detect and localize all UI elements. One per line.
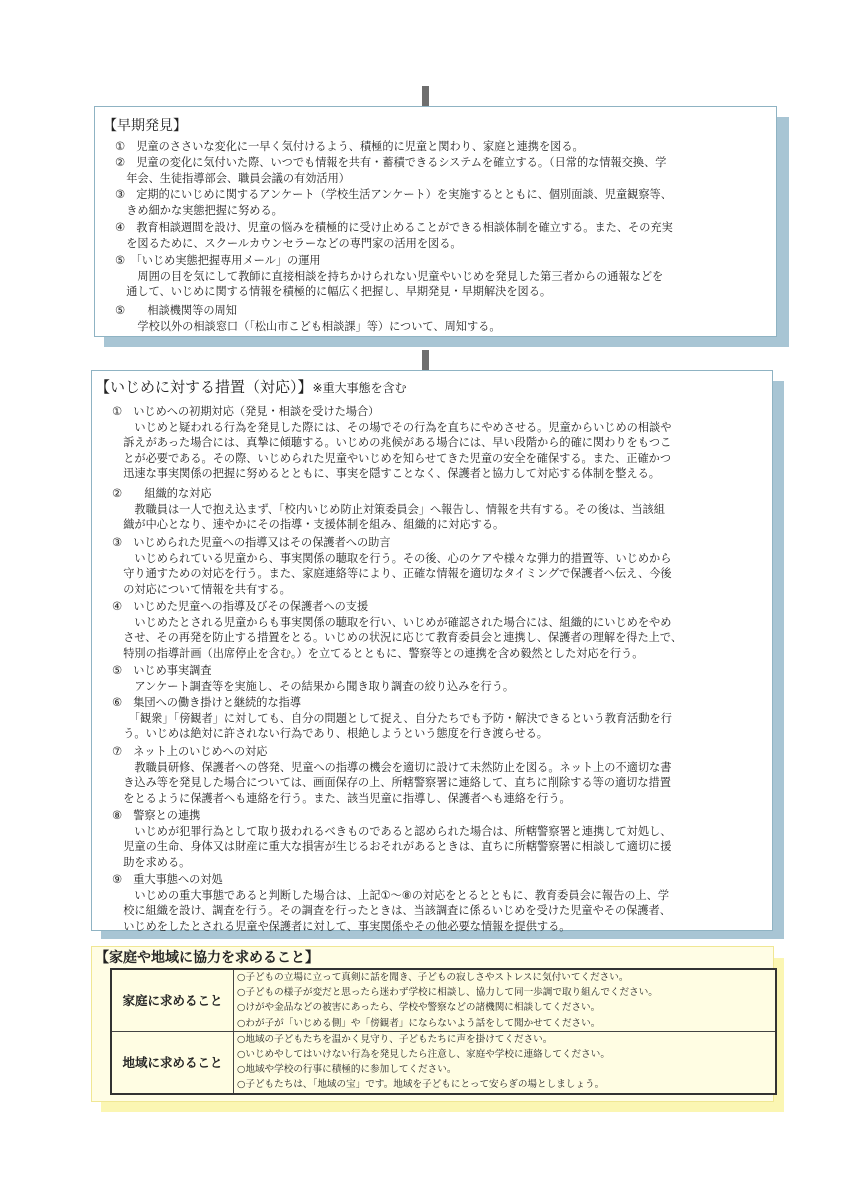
middle-connector bbox=[422, 350, 429, 370]
cooperation-title: 【家庭や地域に協力を求めること】 bbox=[95, 950, 319, 966]
response-item-2: ② 組織的な対応 教職員は一人で抱え込まず、「校内いじめ防止対策委員会」へ報告し、情報を共有する。その後は、当該組 織が中心となり、速やかにその指導・支援体制を組み、組織的に対応する。 bbox=[112, 487, 665, 531]
response-item-1: ① いじめへの初期対応（発見・相談を受けた場合） いじめと疑われる行為を発見した際には、その場でその行為を直ちにやめさせる。児童からいじめの相談や 訴えがあった場合には、真摯に傾聴する。いじめの兆候がある場合には、早い段階から的確に関わりをもつこ とが必要である。その際、いじめられた児童やいじめを知らせてきた児童の安全を確保する。また、正確かつ 迅速な事実関係の把握に努めるとともに、事実を隠すことなく、保護者と協力して対応する体制を整える。 bbox=[112, 405, 672, 480]
response-item-7: ⑦ ネット上のいじめへの対応 教職員研修、保護者への啓発、児童への指導の機会を適切に設けて未然防止を図る。ネット上の不適切な書 き込み等を発見した場合については、画面保存の上、所轄警察署に連絡して、直ちに削除する等の適切な措置 をとるように保護者へも連絡を行う。また、該当児童に指導し、保護者へも連絡を行う。 bbox=[112, 745, 672, 805]
community-category: 地域に求めること bbox=[111, 1031, 234, 1093]
response-item-8: ⑧ 警察との連携 いじめが犯罪行為として取り扱われるべきものであると認められた場合は、所轄警察署と連携して対処し、 児童の生命、身体又は財産に重大な損害が生じるおそれがあるときは、直ちに所轄警察署に相談して適切に援 助を求める。 bbox=[112, 809, 672, 869]
community-line-3: ○地域や学校の行事に積極的に参加してください。 bbox=[237, 1064, 457, 1076]
response-title-note: ※重大事態を含む bbox=[312, 381, 407, 395]
response-item-6: ⑥ 集団への働き掛けと継続的な指導 「観衆」「傍観者」に対しても、自分の問題として捉え、自分たちでも予防・解決できるという教育活動を行 う。いじめは絶対に許されない行為であり、根絶しようという態度を行き渡らせる。 bbox=[112, 696, 672, 740]
early-item-3: ③ 定期的にいじめに関するアンケート（学校生活アンケート）を実施するとともに、個別面談、児童観察等、 きめ細かな実態把握に努める。 bbox=[115, 188, 672, 217]
cooperation-table bbox=[110, 968, 777, 1095]
response-box bbox=[91, 370, 773, 931]
home-line-4: ○わが子が「いじめる側」や「傍観者」にならないよう話をして聞かせてください。 bbox=[237, 1017, 601, 1029]
early-item-5: ⑤ 「いじめ実態把握専用メール」の運用 周囲の目を気にして教師に直接相談を持ちかけられない児童やいじめを発見した第三者からの通報などを 通して、いじめに関する情報を積極的に幅広く把握し、早期発見・早期解決を図る。 bbox=[115, 254, 664, 298]
table-row-community bbox=[111, 1031, 776, 1093]
early-item-1: ① 児童のささいな変化に一早く気付けるよう、積極的に児童と関わり、家庭と連携を図る。 bbox=[115, 140, 584, 153]
top-connector bbox=[422, 86, 429, 106]
home-lines bbox=[234, 969, 777, 1031]
early-item-2: ② 児童の変化に気付いた際、いつでも情報を共有・蓄積できるシステムを確立する。（日常的な情報交換、学 年会、生徒指導部会、職員会議の有効活用） bbox=[115, 156, 667, 185]
community-lines bbox=[234, 1031, 777, 1093]
home-line-2: ○子どもの様子が変だと思ったら迷わず学校に相談し、協力して同一歩調で取り組んでください。 bbox=[237, 987, 658, 999]
home-line-1: ○子どもの立場に立って真剣に話を聞き、子どもの寂しさやストレスに気付いてください。 bbox=[237, 972, 629, 983]
response-item-9: ⑨ 重大事態への対処 いじめの重大事態であると判断した場合は、上記①～⑧の対応をとるとともに、教育委員会に報告の上、学 校に組織を設け、調査を行う。その調査を行ったときは、当該調査に係るいじめを受けた児童やその保護者、 いじめをしたとされる児童や保護者に対して、事実関係やその他必要な情報を提供する。 bbox=[112, 873, 671, 933]
community-line-2: ○いじめやしてはいけない行為を発見したら注意し、家庭や学校に連絡してください。 bbox=[237, 1049, 610, 1061]
community-line-4: ○子どもたちは、「地域の宝」です。地域を子どもにとって安らぎの場としましょう。 bbox=[237, 1079, 605, 1091]
early-item-6: ⑤ 相談機関等の周知 学校以外の相談窓口（「松山市こども相談課」等）について、周知する。 bbox=[115, 304, 501, 333]
response-item-5: ⑤ いじめ事実調査 アンケート調査等を実施し、その結果から聞き取り調査の絞り込みを行う。 bbox=[112, 664, 515, 693]
home-line-3: ○けがや金品などの被害にあったら、学校や警察などの諸機関に相談してください。 bbox=[237, 1002, 601, 1014]
community-line-1: ○地域の子どもたちを温かく見守り、子どもたちに声を掛けてください。 bbox=[237, 1033, 553, 1045]
home-category: 家庭に求めること bbox=[111, 969, 234, 1031]
early-detection-title: 【早期発見】 bbox=[103, 118, 187, 134]
response-title-text: 【いじめに対する措置（対応）】 bbox=[95, 378, 313, 396]
response-title bbox=[95, 376, 407, 397]
early-item-4: ④ 教育相談週間を設け、児童の悩みを積極的に受け止めることができる相談体制を確立する。また、その充実 を図るために、スクールカウンセラーなどの専門家の活用を図る。 bbox=[115, 221, 673, 250]
table-row-home bbox=[111, 969, 776, 1031]
response-item-3: ③ いじめられた児童への指導又はその保護者への助言 いじめられている児童から、事実関係の聴取を行う。その後、心のケアや様々な弾力的措置等、いじめから 守り通すための対応を行う。また、家庭連絡等により、正確な情報を適切なタイミングで保護者へ伝え、今後 の対応について情報を共有する。 bbox=[112, 536, 672, 596]
response-item-4: ④ いじめた児童への指導及びその保護者への支援 いじめたとされる児童からも事実関係の聴取を行い、いじめが確認された場合には、組織的にいじめをやめ させ、その再発を防止する措置をとる。いじめの状況に応じて教育委員会と連携し、保護者の理解を得た上で、 特別の指導計画（出席停止を含む。）を立てるとともに、警察等との連携を含め毅然とした対応を行う。 bbox=[112, 600, 683, 660]
early-detection-box bbox=[94, 106, 777, 337]
